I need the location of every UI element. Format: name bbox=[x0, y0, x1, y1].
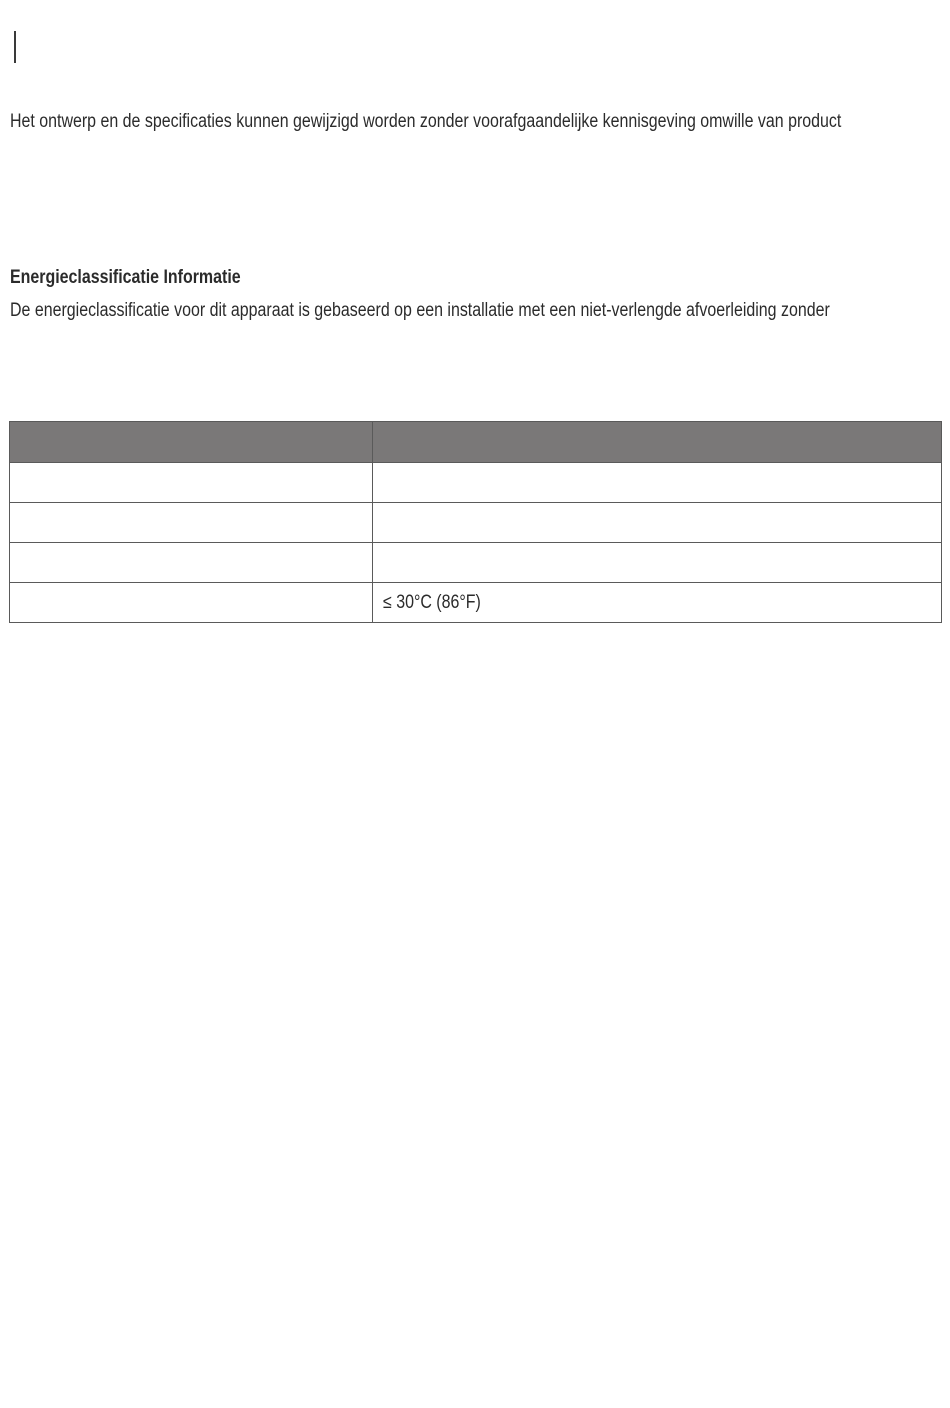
table-row bbox=[10, 503, 942, 543]
table-header-cell bbox=[10, 422, 373, 463]
table-cell bbox=[373, 543, 942, 583]
table-row bbox=[10, 583, 942, 623]
section-paragraph: De energieclassificatie voor dit apparaat is gebaseerd op een installatie met een niet-verlengde afvoerleiding zonder bbox=[10, 300, 830, 321]
table-cell bbox=[10, 583, 373, 623]
intro-paragraph: Het ontwerp en de specificaties kunnen gewijzigd worden zonder voorafgaandelijke kennisgeving omwille van product bbox=[10, 111, 842, 132]
table-cell bbox=[10, 503, 373, 543]
table-cell: ≤ 30°C (86°F) bbox=[373, 583, 942, 623]
table-row bbox=[10, 463, 942, 503]
text-cursor bbox=[14, 31, 16, 63]
table-cell bbox=[373, 503, 942, 543]
energy-spec-table bbox=[9, 421, 942, 623]
table-header-cell bbox=[373, 422, 942, 463]
table-cell bbox=[10, 463, 373, 503]
table-header-row bbox=[10, 422, 942, 463]
table-cell bbox=[373, 463, 942, 503]
section-heading: Energieclassificatie Informatie bbox=[10, 267, 241, 288]
table-row bbox=[10, 543, 942, 583]
table-cell bbox=[10, 543, 373, 583]
